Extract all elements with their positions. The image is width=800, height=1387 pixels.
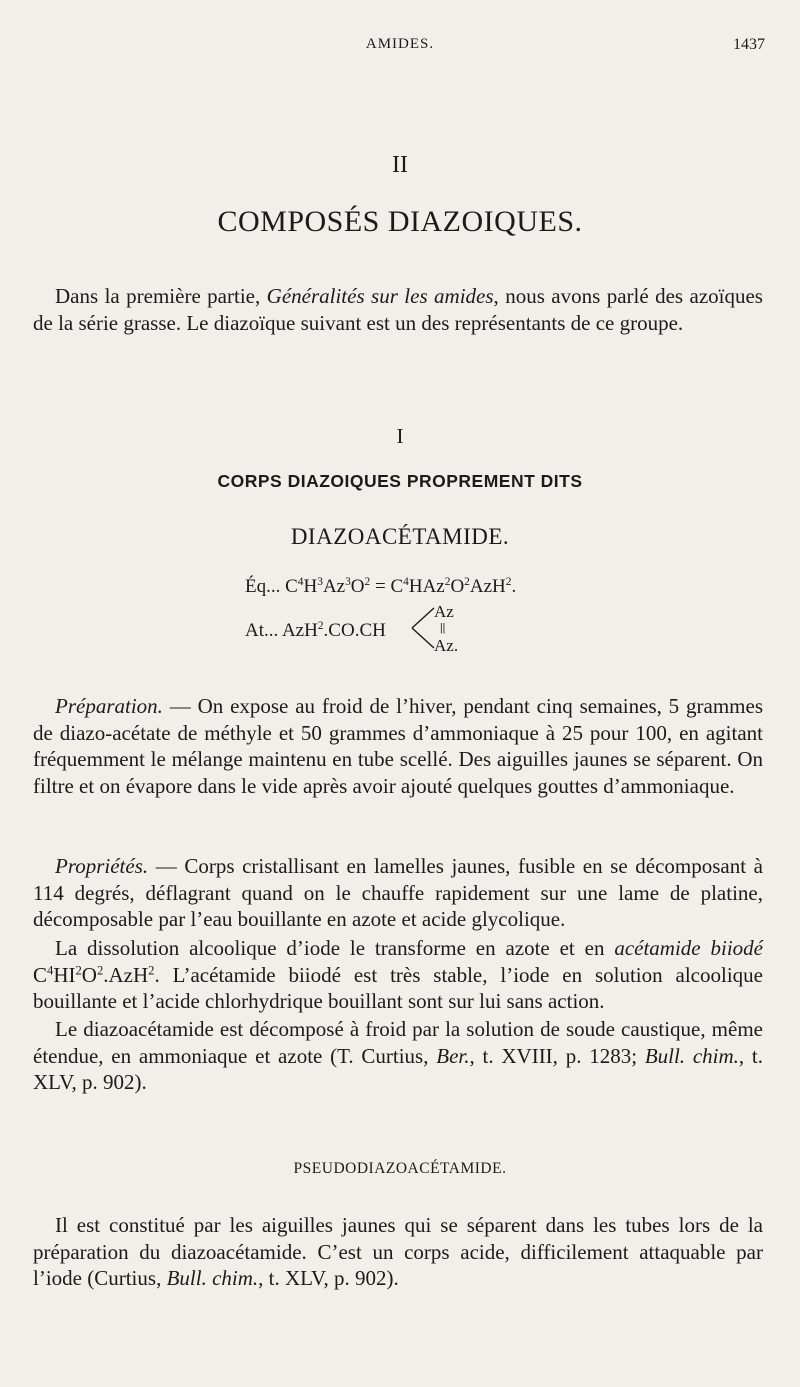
section-heading: CORPS DIAZOIQUES PROPREMENT DITS (217, 471, 583, 491)
intro-paragraph: Dans la première partie, Généralités sur les amides, nous avons parlé des azoïques de la série grasse. Le diazoïque suivant est un des représentants de ce groupe. (33, 284, 763, 335)
section-number: I (396, 424, 404, 448)
formula-atomic: At... AzH$^2$.CO.CH (245, 620, 386, 641)
pseudo-heading: PSEUDODIAZOACÉTAMIDE. (293, 1160, 507, 1177)
running-title: AMIDES. (365, 36, 435, 52)
page-number: 1437 (733, 36, 765, 53)
proprietes-paragraph: Propriétés. — Corps cristallisant en lamelles jaunes, fusible en se décomposant à 114 degrés, déflagrant quand on le chauffe rapidement sur une lame de platine, décomposable par l’eau bouillante en azote et acide glycolique. (33, 854, 763, 931)
az-double-bond: || (440, 620, 446, 634)
decomposition-paragraph: Le diazoacétamide est décomposé à froid par la solution de soude caustique, même étendue, en ammoniaque et azote (T. Curtius, Ber., t. XVIII, p. 1283; Bull. chim., t. XLV, p. 902). (33, 1017, 764, 1094)
formula-equivalent: Éq... $C^4H^3Az^3O^2 = C^4HAz^2O^2AzH^2$. (245, 576, 517, 597)
preparation-paragraph: Préparation. — On expose au froid de l’hiver, pendant cinq semaines, 5 grammes de diazo-acétate de méthyle et 50 grammes d’ammoniaque à 25 pour 100, en agitant fréquemment le mélange maintenu en tube scellé. Des aiguilles jaunes se séparent. On filtre et on évapore dans le vide après avoir ajouté quelques gouttes d’ammoniaque. (33, 694, 763, 798)
dissolution-paragraph: La dissolution alcoolique d’iode le transforme en azote et en acétamide biiodé $C^4HI^2O^2.AzH^2$. L’acétamide biiodé est très stable, l’iode en solution alcoolique bouillante et l’acide chlorhydrique bouillant sont sur lui sans action. (33, 936, 763, 1013)
part-number: II (392, 152, 408, 178)
compound-name: DIAZOACÉTAMIDE. (290, 524, 510, 549)
az-top: Az (434, 602, 454, 621)
pseudo-paragraph: Il est constitué par les aiguilles jaunes qui se séparent dans les tubes lors de la préparation du diazoacétamide. C’est un corps acide, difficilement attaquable par l’iode (Curtius, Bull. chim., t. XLV, p. 902). (33, 1213, 763, 1290)
az-bottom: Az. (434, 636, 459, 655)
part-title: COMPOSÉS DIAZOIQUES. (217, 205, 583, 238)
